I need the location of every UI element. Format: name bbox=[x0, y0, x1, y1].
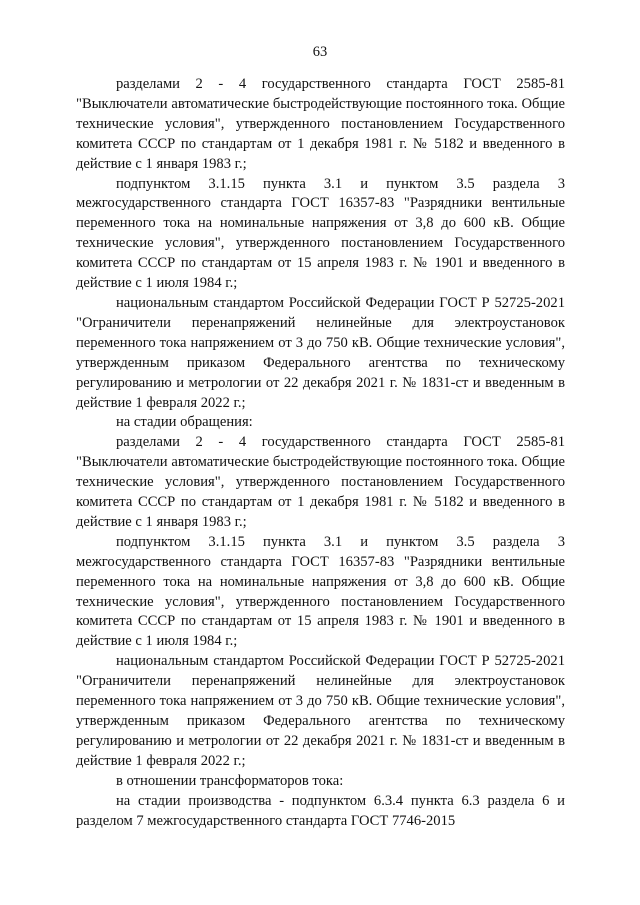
paragraph-6: подпунктом 3.1.15 пункта 3.1 и пунктом 3.5 раздела 3 межгосударственного стандарта ГОСТ 16357-83 "Разрядники вентильные переменного тока на номинальные напряжения от 3,8 до 600 кВ. Общие технические условия", утвержденного постановлением Государственного комитета СССР по стандартам от 15 апреля 1983 г. № 1901 и введенного в действие с 1 июля 1984 г.; bbox=[76, 533, 565, 650]
page-number: 63 bbox=[312, 44, 328, 60]
paragraph-7: национальным стандартом Российской Федерации ГОСТ Р 52725-2021 "Ограничители перенапряжений нелинейные для электроустановок переменного тока напряжением от 3 до 750 кВ. Общие технические условия", утвержденным приказом Федерального агентства по техническому регулированию и метрологии от 22 декабря 2021 г. № 1831-ст и введенным в действие 1 февраля 2022 г.; bbox=[76, 653, 565, 769]
paragraph-3: национальным стандартом Российской Федерации ГОСТ Р 52725-2021 "Ограничители перенапряжений нелинейные для электроустановок переменного тока напряжением от 3 до 750 кВ. Общие технические условия", утвержденным приказом Федерального агентства по техническому регулированию и метрологии от 22 декабря 2021 г. № 1831-ст и введенным в действие 1 февраля 2022 г.; bbox=[76, 294, 565, 411]
paragraph-1: разделами 2 - 4 государственного стандарта ГОСТ 2585-81 "Выключатели автоматические быстродействующие постоянного тока. Общие технические условия", утвержденного постановлением Государственного комитета СССР по стандартам от 1 декабря 1981 г. № 5182 и введенного в действие с 1 января 1983 г.; bbox=[76, 76, 565, 172]
document-body bbox=[76, 75, 565, 831]
paragraph-8: в отношении трансформаторов тока: bbox=[116, 772, 344, 789]
paragraph-2: подпунктом 3.1.15 пункта 3.1 и пунктом 3.5 раздела 3 межгосударственного стандарта ГОСТ 16357-83 "Разрядники вентильные переменного тока на номинальные напряжения от 3,8 до 600 кВ. Общие технические условия", утвержденного постановлением Государственного комитета СССР по стандартам от 15 апреля 1983 г. № 1901 и введенного в действие с 1 июля 1984 г.; bbox=[76, 175, 565, 292]
paragraph-5: разделами 2 - 4 государственного стандарта ГОСТ 2585-81 "Выключатели автоматические быстродействующие постоянного тока. Общие технические условия", утвержденного постановлением Государственного комитета СССР по стандартам от 1 декабря 1981 г. № 5182 и введенного в действие с 1 января 1983 г.; bbox=[76, 434, 565, 530]
paragraph-9: на стадии производства - подпунктом 6.3.4 пункта 6.3 раздела 6 и разделом 7 межгосударственного стандарта ГОСТ 7746-2015 bbox=[76, 792, 565, 829]
paragraph-4: на стадии обращения: bbox=[116, 414, 253, 431]
